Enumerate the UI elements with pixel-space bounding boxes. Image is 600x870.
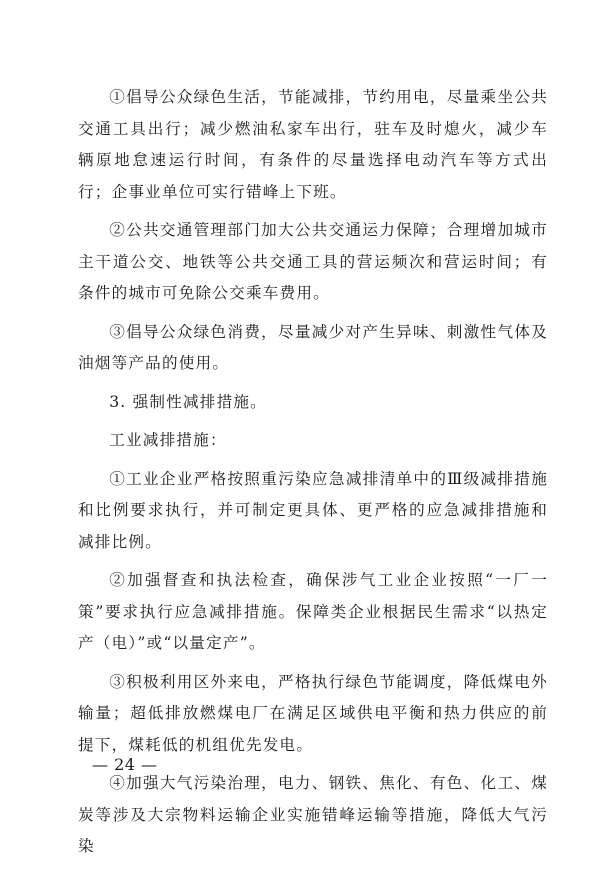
paragraph-inspection-enforcement: ②加强督查和执法检查，确保涉气工业企业按照“一厂一策”要求执行应急减排措施。保障类企业根据民生需求“以热定产（电）”或“以量定产”。 <box>78 571 548 652</box>
subheading-industrial-measures: 工业减排措施： <box>109 431 227 449</box>
paragraph-public-transport: ②公共交通管理部门加大公共交通运力保障；合理增加城市主干道公交、地铁等公共交通工具的营运频次和营运时间；有条件的城市可免除公交乘车费用。 <box>78 221 548 302</box>
paragraph-power-dispatch: ③积极利用区外来电，严格执行绿色节能调度，降低煤电外输量；超低排放燃煤电厂在满足区域供电平衡和热力供应的前提下，煤耗低的机组优先发电。 <box>78 672 548 754</box>
section-heading-mandatory-measures: 3. 强制性减排措施。 <box>109 392 267 411</box>
page-number: — 24 — <box>92 755 158 774</box>
paragraph-air-pollution-control: ④加强大气污染治理，电力、钢铁、焦化、有色、化工、煤炭等涉及大宗物料运输企业实施错峰运输等措施，降低大气污染 <box>78 774 548 855</box>
paragraph-industrial-emission-list: ①工业企业严格按照重污染应急减排清单中的Ⅲ级减排措施和比例要求执行，并可制定更具体、更严格的应急减排措施和减排比例。 <box>78 469 548 551</box>
document-body <box>78 82 548 870</box>
paragraph-green-consumption: ③倡导公众绿色消费，尽量减少对产生异味、刺激性气体及油烟等产品的使用。 <box>78 322 548 372</box>
paragraph-public-green-living: ①倡导公众绿色生活，节能减排，节约用电，尽量乘坐公共交通工具出行；减少燃油私家车出行，驻车及时熄火，减少车辆原地怠速运行时间，有条件的尽量选择电动汽车等方式出行；企事业单位可实行错峰上下班。 <box>78 88 548 201</box>
